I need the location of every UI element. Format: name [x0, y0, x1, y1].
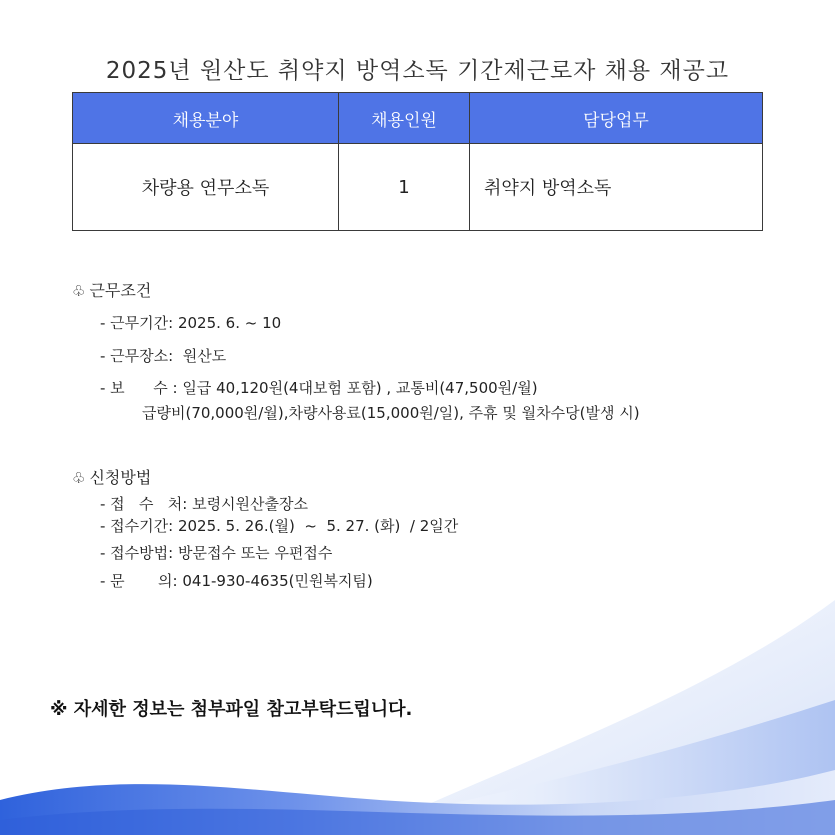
- footer-note: ※ 자세한 정보는 첨부파일 참고부탁드립니다.: [50, 699, 413, 720]
- application-heading: [72, 465, 151, 488]
- table-header-row: [73, 93, 763, 144]
- conditions-heading: [72, 278, 151, 301]
- header-field: 채용분야: [73, 93, 339, 144]
- header-count: 채용인원: [339, 93, 470, 144]
- receipt-place: - 접 수 처: 보령시원산출장소: [100, 495, 309, 513]
- cell-count: 1: [339, 144, 470, 231]
- header-duty: 담당업무: [470, 93, 763, 144]
- table-row: [73, 144, 763, 231]
- receipt-period: - 접수기간: 2025. 5. 26.(월) ~ 5. 27. (화) / 2일간: [100, 517, 459, 535]
- pay-line-1: - 보 수 : 일급 40,120원(4대보험 포함) , 교통비(47,500원/월): [100, 379, 538, 397]
- pay-line-2: 급량비(70,000원/월),차량사용료(15,000원/일), 주휴 및 월차수당(발생 시): [142, 404, 640, 422]
- work-place: - 근무장소: 원산도: [100, 347, 227, 365]
- clover-icon: ♧: [72, 282, 86, 300]
- cell-duty: 취약지 방역소독: [470, 144, 763, 231]
- clover-icon: ♧: [72, 469, 86, 487]
- work-period: - 근무기간: 2025. 6. ~ 10: [100, 314, 282, 332]
- contact: - 문 의: 041-930-4635(민원복지팀): [100, 572, 373, 590]
- cell-field: 차량용 연무소독: [73, 144, 339, 231]
- conditions-heading-label: 근무조건: [89, 281, 152, 300]
- receipt-method: - 접수방법: 방문접수 또는 우편접수: [100, 544, 333, 562]
- page-title: 2025년 원산도 취약지 방역소독 기간제근로자 채용 재공고: [105, 58, 730, 84]
- application-heading-label: 신청방법: [89, 468, 152, 487]
- recruitment-table: [72, 92, 763, 231]
